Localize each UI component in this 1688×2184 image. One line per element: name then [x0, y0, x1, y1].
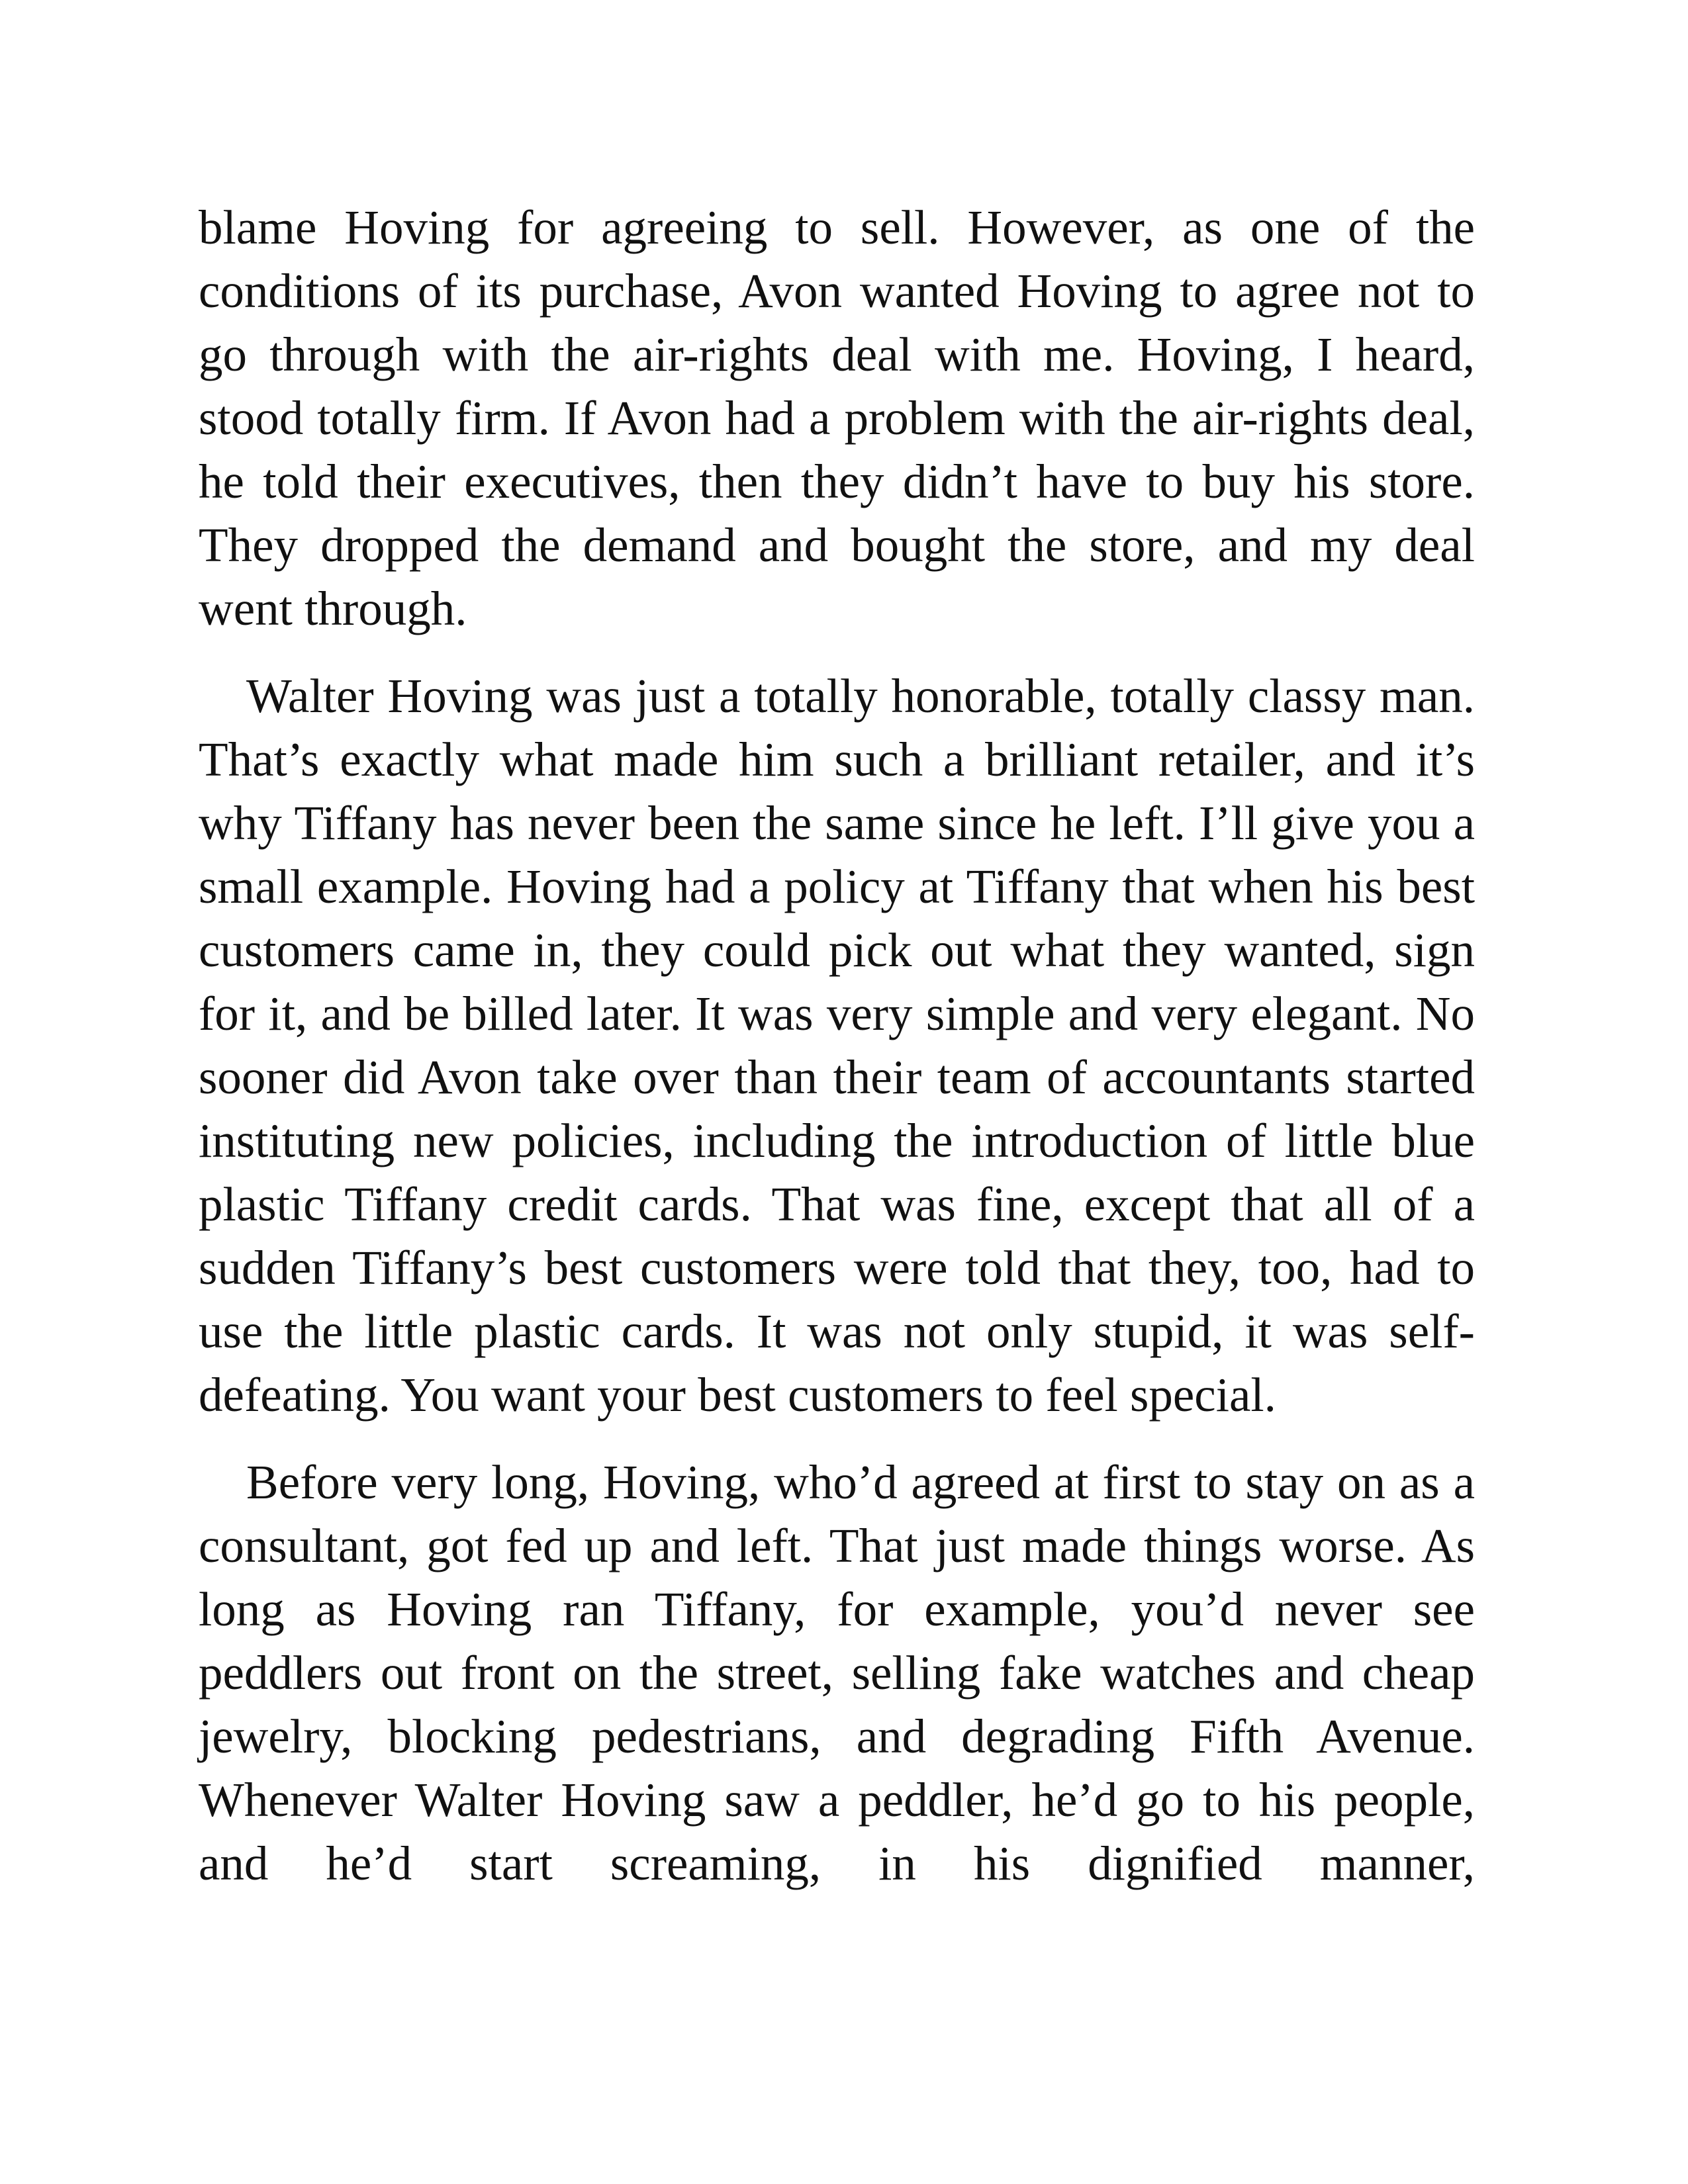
paragraph-walter-hoving: Walter Hoving was just a totally honorable, totally classy man. That’s exactly what made him such a brilliant retailer, and it’s why Tiffany has never been the same since he left. I’ll give you a small example. Hoving had a policy at Tiffany that when his best customers came in, they could pick out what they wanted, sign for it, and be billed later. It was very simple and very elegant. No sooner did Avon take over than their team of accountants started instituting new policies, including the introduction of little blue plastic Tiffany credit cards. That was fine, except that all of a sudden Tiffany’s best customers were told that they, too, had to use the little plastic cards. It was not only stupid, it was self-defeating. You want your best customers to feel special. — [199, 669, 1475, 1422]
paragraph-before-very-long: Before very long, Hoving, who’d agreed at first to stay on as a consultant, got fed up and left. That just made things worse. As long as Hoving ran Tiffany, for example, you’d never see peddlers out front on the street, selling fake watches and cheap jewelry, blocking pedestrians, and degrading Fifth Avenue. Whenever Walter Hoving saw a peddler, he’d go to his people, and he’d start screaming, in his dignified manner, — [199, 1455, 1475, 1890]
paragraph-continued: blame Hoving for agreeing to sell. However, as one of the conditions of its purchase, Avon wanted Hoving to agree not to go through with the air-rights deal with me. Hoving, I heard, stood totally firm. If Avon had a problem with the air-rights deal, he told their executives, then they didn’t have to buy his store. They dropped the demand and bought the store, and my deal went through. — [199, 201, 1475, 635]
book-page-body — [199, 196, 1475, 1895]
